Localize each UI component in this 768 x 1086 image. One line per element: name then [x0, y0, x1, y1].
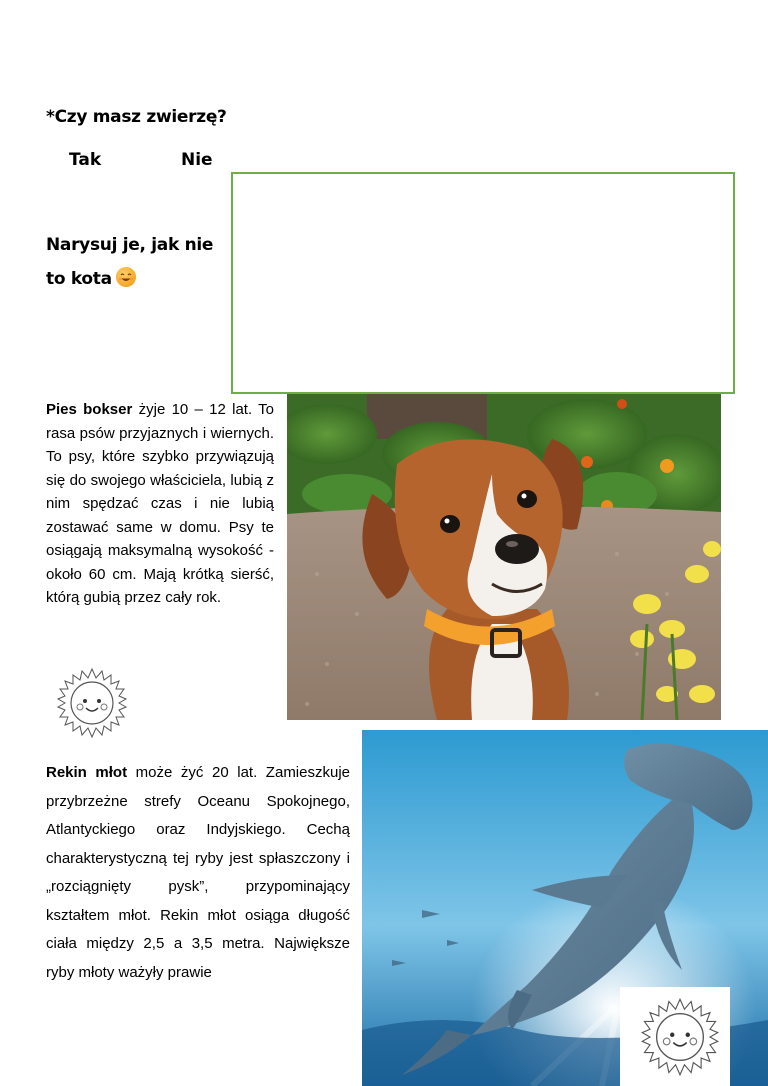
smiling-sun-icon — [56, 667, 128, 739]
smiling-sun-icon — [640, 997, 720, 1077]
dog-text: żyje 10 – 12 lat. To rasa psów przyjaznych i wiernych. To psy, które szybko przywiązują się do swojego właściciela, lubią z nim spędzać czas i nie lubią zostawać same w domu. Psy te osiągają maksymalną wysokość - około 60 cm. Mają krótką sierść, którą gubią przez cały rok. — [46, 401, 274, 606]
boxer-dog-photo — [287, 394, 721, 720]
drawing-area[interactable] — [231, 172, 735, 394]
shark-name: Rekin młot — [46, 764, 128, 781]
drawing-prompt-line1: Narysuj je, jak nie — [46, 235, 214, 255]
smiling-face-icon — [116, 267, 136, 287]
question-title: *Czy masz zwierzę? — [46, 107, 227, 127]
drawing-prompt — [46, 228, 226, 296]
option-no[interactable]: Nie — [181, 150, 213, 170]
shark-text: może żyć 20 lat. Zamieszkuje przybrzeżne strefy Oceanu Spokojnego, Atlantyckiego oraz Indyjskiego. Cechą charakterystyczną tej ryby jest spłaszczony i „rozciągnięty pysk”, przypominający kształtem młot. Rekin młot osiąga długość ciała między 2,5 a 3,5 metra. Największe ryby młoty ważyły prawie — [46, 764, 351, 981]
option-yes[interactable]: Tak — [69, 150, 102, 170]
drawing-prompt-line2: to kota — [46, 269, 112, 289]
sun-icon-frame — [620, 987, 730, 1086]
dog-name: Pies bokser — [46, 401, 133, 418]
dog-description — [46, 398, 274, 610]
shark-description — [46, 759, 350, 987]
